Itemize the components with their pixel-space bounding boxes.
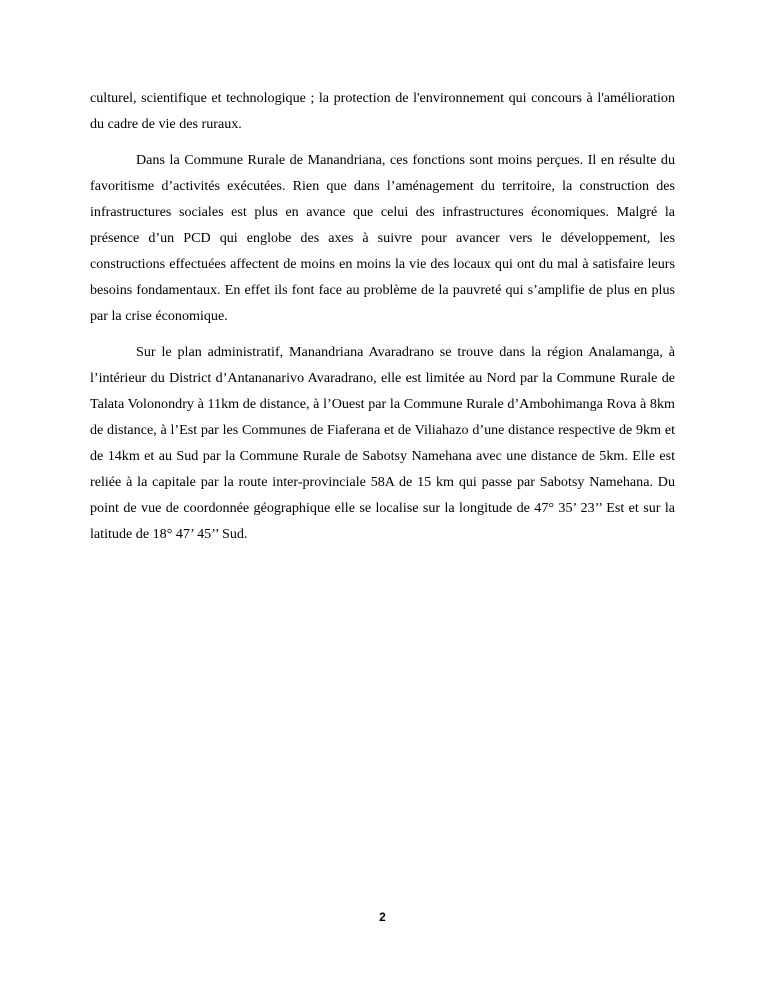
paragraph-commune-functions: Dans la Commune Rurale de Manandriana, ces fonctions sont moins perçues. Il en résulte du favoritisme d’activités exécutées. Rien que dans l’aménagement du territoire, la construction des infrastructures sociales est plus en avance que celui des infrastructures économiques. Malgré la présence d’un PCD qui englobe des axes à suivre pour avancer vers le développement, les constructions effectuées affectent de moins en moins la vie des locaux qui ont du mal à satisfaire leurs besoins fondamentaux. En effet ils font face au problème de la pauvreté qui s’amplifie de plus en plus par la crise économique. xyxy=(90,152,675,324)
paragraph-administrative-location: Sur le plan administratif, Manandriana Avaradrano se trouve dans la région Analamanga, à l’intérieur du District d’Antananarivo Avaradrano, elle est limitée au Nord par la Commune Rurale de Talata Volonondry à 11km de distance, à l’Ouest par la Commune Rurale d’Ambohimanga Rova à 8km de distance, à l’Est par les Communes de Fiaferana et de Viliahazo d’une distance respective de 9km et de 14km et au Sud par la Commune Rurale de Sabotsy Namehana avec une distance de 5km. Elle est reliée à la capitale par la route inter-provinciale 58A de 15 km qui passe par Sabotsy Namehana. Du point de vue de coordonnée géographique elle se localise sur la longitude de 47° 35’ 23’’ Est et sur la latitude de 18° 47’ 45’’ Sud. xyxy=(90,344,675,542)
body-text xyxy=(90,85,675,557)
page-number: 2 xyxy=(379,910,386,924)
paragraph-continuation: culturel, scientifique et technologique ; la protection de l'environnement qui concours à l'amélioration du cadre de vie des ruraux. xyxy=(90,90,675,132)
